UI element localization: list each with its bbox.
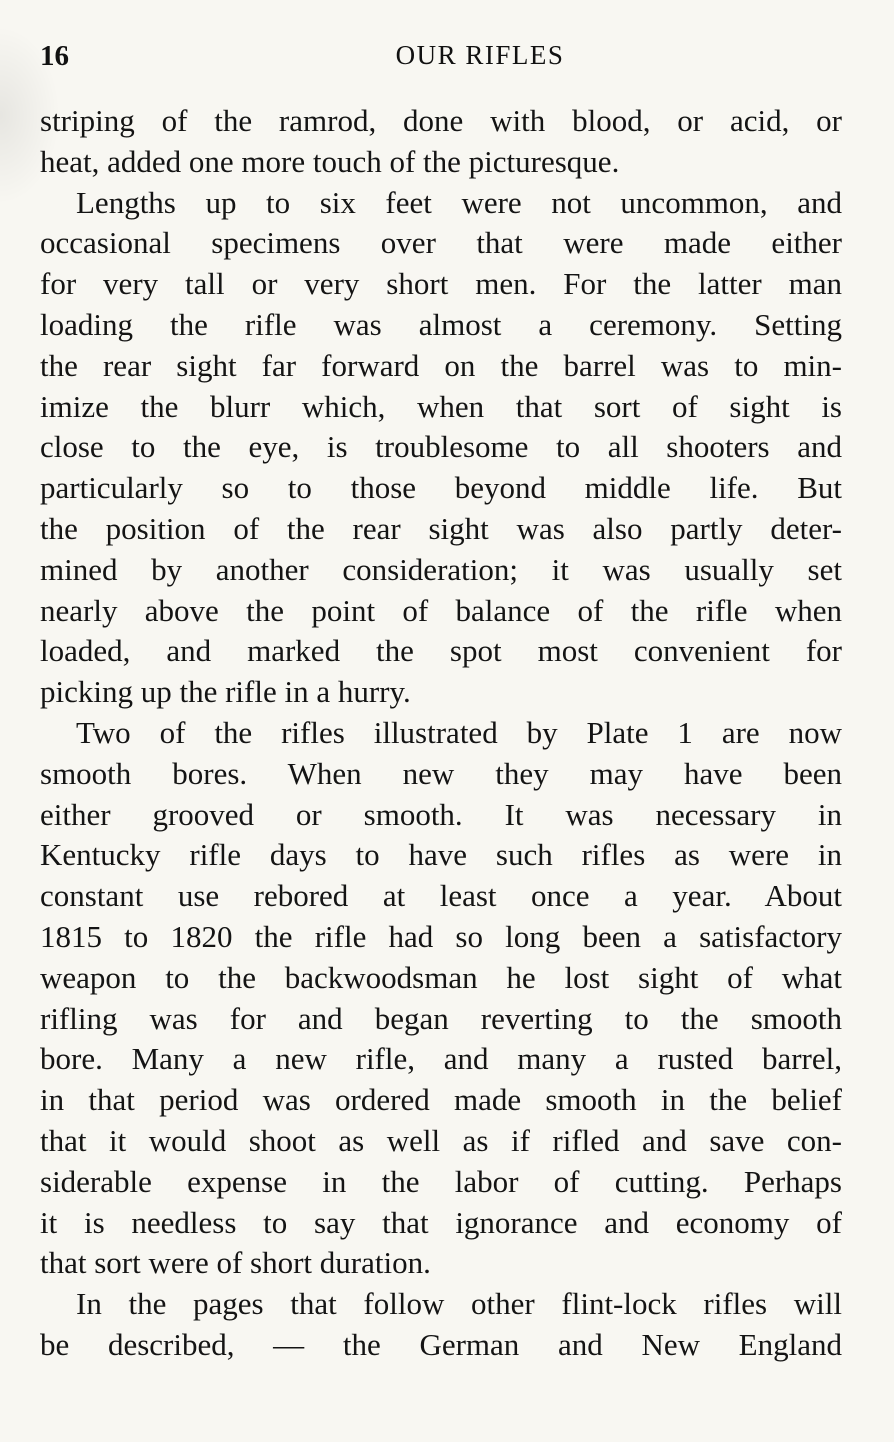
- text-line: loading the rifle was almost a ceremony. Setting: [40, 306, 842, 342]
- text-line: striping of the ramrod, done with blood, or acid, or: [40, 103, 842, 138]
- text-line: smooth bores. When new they may have been: [40, 755, 842, 791]
- text-line: either grooved or smooth. It was necessary in: [40, 796, 842, 832]
- paragraph: [40, 713, 842, 1284]
- text-line: Kentucky rifle days to have such rifles as were in: [40, 837, 842, 873]
- text-line: mined by another consideration; it was usually set: [40, 551, 842, 587]
- text-line: In the pages that follow other flint-lock rifles will: [76, 1286, 842, 1322]
- text-line: the position of the rear sight was also partly deter-: [40, 510, 842, 546]
- text-line: that it would shoot as well as if rifled and save con-: [40, 1122, 842, 1158]
- paragraph: [40, 1284, 842, 1366]
- text-line: for very tall or very short men. For the latter man: [40, 266, 842, 302]
- text-line: particularly so to those beyond middle life. But: [40, 470, 842, 506]
- text-line: loaded, and marked the spot most convenient for: [40, 633, 842, 669]
- text-line: be described, — the German and New England: [40, 1326, 842, 1362]
- page-number: 16: [40, 40, 69, 72]
- text-line: heat, added one more touch of the picturesque.: [40, 143, 620, 179]
- text-line: imize the blurr which, when that sort of sight is: [40, 388, 842, 424]
- text-line: 1815 to 1820 the rifle had so long been a satisfactory: [40, 918, 842, 954]
- text-line: nearly above the point of balance of the rifle when: [40, 592, 842, 628]
- text-line: Two of the rifles illustrated by Plate 1 are now: [76, 714, 842, 750]
- text-line: close to the eye, is troublesome to all shooters and: [40, 429, 842, 465]
- text-line: occasional specimens over that were made either: [40, 225, 842, 261]
- body-text: [40, 101, 842, 1366]
- text-line: Lengths up to six feet were not uncommon, and: [76, 184, 842, 220]
- text-line: constant use rebored at least once a year. About: [40, 878, 842, 914]
- text-line: rifling was for and began reverting to the smooth: [40, 1000, 842, 1036]
- paragraph: [40, 101, 842, 183]
- paragraph: [40, 183, 842, 713]
- text-line: it is needless to say that ignorance and economy of: [40, 1204, 842, 1240]
- page-header: [40, 40, 840, 80]
- text-line: bore. Many a new rifle, and many a rusted barrel,: [40, 1041, 842, 1077]
- text-line: in that period was ordered made smooth in the belief: [40, 1082, 842, 1118]
- text-line: picking up the rifle in a hurry.: [40, 674, 411, 710]
- text-line: siderable expense in the labor of cutting. Perhaps: [40, 1163, 842, 1199]
- text-line: that sort were of short duration.: [40, 1245, 431, 1281]
- running-head: OUR RIFLES: [395, 40, 565, 70]
- text-line: the rear sight far forward on the barrel was to min-: [40, 347, 842, 383]
- text-line: weapon to the backwoodsman he lost sight of what: [40, 959, 842, 995]
